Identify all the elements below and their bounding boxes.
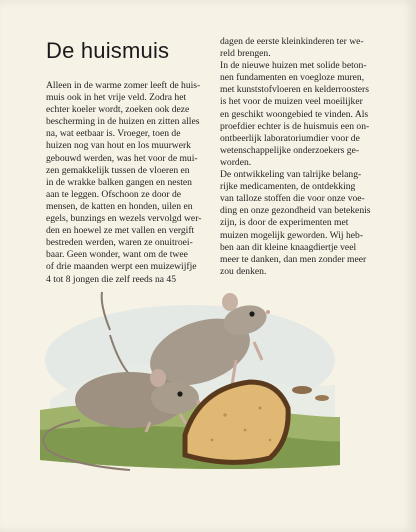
mice-illustration-icon [40, 290, 340, 480]
right-paragraph-3: De ontwikkeling van talrijke belang- rijke medicamenten, de ontdekking van talloze stoffen die voor onze voe- ding en onze gezondheid van betekenis zijn, is door de experimenten met muizen mogelijk geworden. Wij heb- ben aan dit kleine knaagdiertje veel meer te danken, dan men zonder meer zou denken. [220, 169, 371, 277]
right-paragraph-1: dagen de eerste kleinkinderen ter we- reld brengen. [220, 36, 364, 60]
page-title: De huismuis [46, 38, 170, 63]
left-column [46, 80, 204, 286]
left-paragraph: Alleen in de warme zomer leeft de huis- muis ook in het vrije veld. Zodra het echter koeler wordt, zoeken ook deze bescherming in de huizen en zitten alles na, wat eetbaar is. Vroeger, toen de huizen nog van hout en los muurwerk gebouwd werden, was het voor de mui- zen gemakkelijk tussen de vloeren en in de wrakke balken gangen en nesten aan te leggen. Ofschoon ze door de mensen, de katten en honden, uilen en egels, bunzings en wezels vervolgd wer- den en hoewel ze met vallen en vergift bestreden werden, waren ze onuitroei- baar. Geen wonder, want om de twee of drie maanden werpt een muizewijfje 4 tot 8 jongen die zelf reeds na 45 [46, 80, 202, 285]
right-paragraph-2: In de nieuwe huizen met solide beton- nen fundamenten en voegloze muren, met kunststofvloeren en kelderroosters is het voor de muizen veel moeilijker en geschikt woongebied te vinden. Als proefdier echter is de huismuis een on- ontbeerlijk laboratoriumdier voor de wetenschappelijke onderzoekers ge- worden. [220, 60, 370, 168]
right-column [220, 36, 380, 278]
